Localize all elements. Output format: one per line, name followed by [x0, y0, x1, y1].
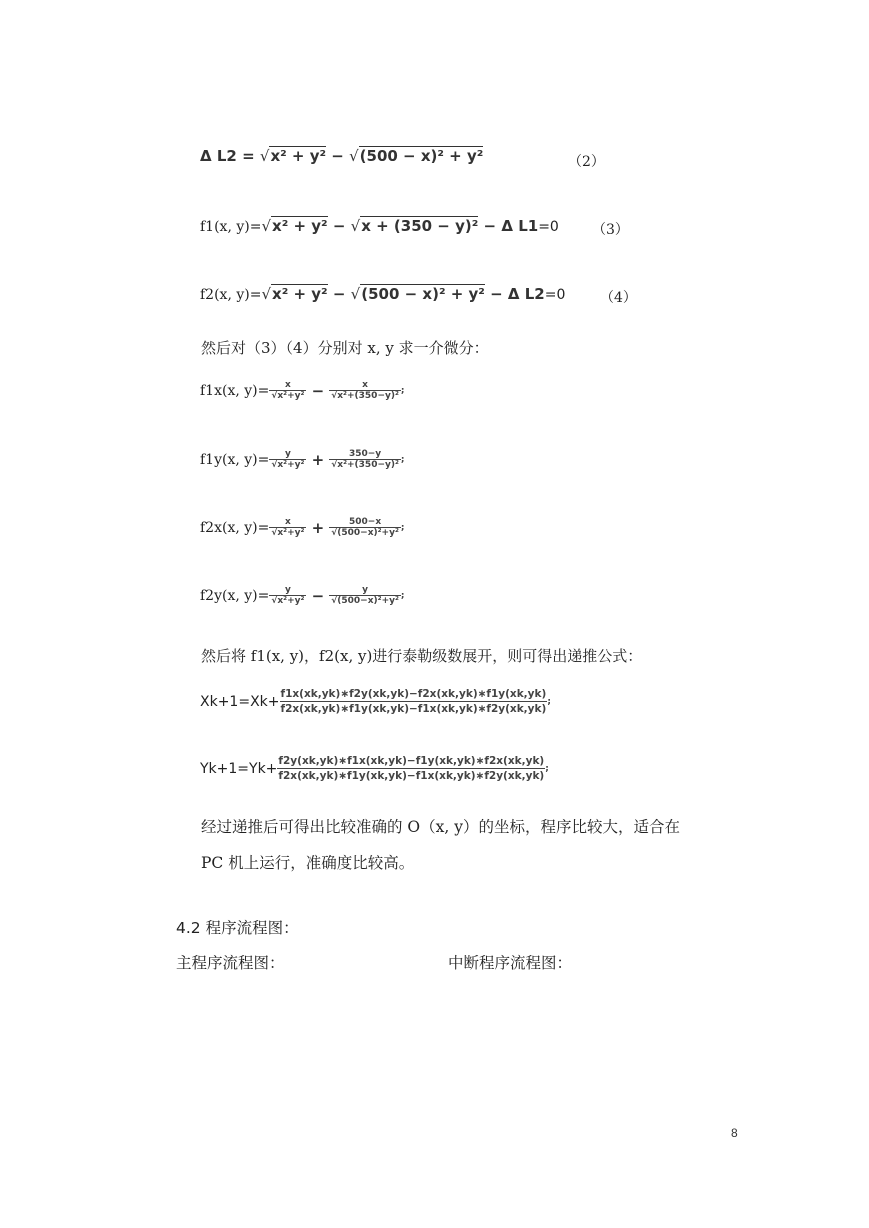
d4-lhs: f2y(x, y)=	[200, 587, 270, 604]
d3-num-2: 500−x	[349, 517, 382, 527]
eq4-radicand-2: (500 − x)² + y²	[361, 285, 485, 303]
derivative-f1x	[200, 380, 405, 401]
eq2-number: （2）	[568, 154, 605, 170]
yk-lhs: Yk+1=Yk+	[200, 760, 278, 777]
d1-operator: −	[311, 381, 325, 400]
d2-num-2: 350−y	[348, 449, 382, 459]
yk-fraction	[277, 755, 545, 782]
d3-frac-1: $\frac{x}{\text{√x²+y²}}$	[271, 517, 305, 538]
derivative-f1y	[200, 449, 405, 470]
eq2-operator: −	[331, 147, 344, 165]
eq3-radicand-1: x² + y²	[272, 217, 328, 235]
recursion-y	[200, 755, 549, 782]
eq4-radicand-1: x² + y²	[272, 285, 328, 303]
equation-4	[200, 284, 565, 303]
d2-frac-1: $\frac{y}{\text{√x²+y²}}$	[271, 449, 305, 470]
d2-frac-2: $\frac{350-y}{\text{√x²+(350−y)²}}$	[331, 449, 399, 470]
eq2-radicand-1: x² + y²	[270, 147, 327, 165]
eq2-radicand-2: (500 − x)² + y²	[359, 147, 484, 165]
d3-operator: +	[311, 518, 325, 537]
recursion-x	[200, 688, 551, 715]
xk-numerator: f1x(xk,yk)∗f2y(xk,yk)−f2x(xk,yk)∗f1y(xk,yk)	[280, 688, 547, 700]
d1-frac-2: $\frac{x}{\text{√x²+(350−y)²}}$	[331, 380, 399, 401]
xk-semicolon: ;	[547, 696, 551, 707]
eq2-equals: =	[242, 147, 255, 165]
eq3-lhs: f1(x, y)=	[200, 219, 262, 235]
d2-den-1: x²+y²	[277, 460, 305, 470]
eq3-radicand-2: x + (350 − y)²	[361, 217, 479, 235]
d4-operator: −	[311, 586, 325, 605]
eq4-value: =0	[544, 287, 566, 303]
eq4-lhs: f2(x, y)=	[200, 287, 262, 303]
eq4-tail-operator: −	[490, 285, 503, 303]
sqrt-sign: √	[349, 147, 359, 165]
d4-num-1: y	[284, 585, 291, 595]
xk-fraction	[280, 688, 548, 715]
yk-semicolon: ;	[545, 763, 549, 774]
d2-lhs: f1y(x, y)=	[200, 451, 270, 468]
interrupt-flowchart-label: 中断程序流程图：	[448, 954, 573, 972]
d4-num-2: y	[362, 585, 369, 595]
xk-lhs: Xk+1=Xk+	[200, 693, 280, 710]
eq2-lhs: Δ L2	[200, 147, 237, 165]
paragraph-conclusion-line-1: 经过递推后可得出比较准确的 O（x, y）的坐标，程序比较大，适合在	[201, 818, 680, 836]
sqrt-sign: √	[350, 217, 361, 235]
d1-semicolon: ;	[400, 385, 405, 396]
d4-frac-1: $\frac{y}{\text{√x²+y²}}$	[271, 585, 305, 606]
d3-frac-2: $\frac{500-x}{\text{√(500−x)²+y²}}$	[331, 517, 399, 538]
d3-semicolon: ;	[400, 522, 405, 533]
sqrt-sign: √	[350, 285, 361, 303]
d1-num-2: x	[362, 380, 368, 390]
page-number: 8	[731, 1126, 738, 1140]
derivative-f2x	[200, 517, 405, 538]
d4-den-1: x²+y²	[277, 596, 305, 606]
yk-denominator: f2x(xk,yk)∗f1y(xk,yk)−f1x(xk,yk)∗f2y(xk,yk)	[278, 770, 545, 782]
xk-denominator: f2x(xk,yk)∗f1y(xk,yk)−f1x(xk,yk)∗f2y(xk,yk)	[280, 703, 547, 715]
d3-num-1: x	[285, 517, 291, 527]
d1-lhs: f1x(x, y)=	[200, 382, 270, 399]
eq4-operator: −	[332, 285, 346, 303]
paragraph-taylor: 然后将 f1(x, y)，f2(x, y)进行泰勒级数展开，则可得出递推公式：	[201, 647, 643, 665]
paragraph-conclusion-line-2: PC 机上运行，准确度比较高。	[201, 854, 415, 872]
d3-lhs: f2x(x, y)=	[200, 519, 270, 536]
derivative-f2y	[200, 585, 405, 606]
d4-frac-2: $\frac{y}{\text{√(500−x)²+y²}}$	[331, 585, 399, 606]
sqrt-sign: √	[261, 217, 272, 235]
d4-den-2: (500−x)²+y²	[337, 596, 399, 606]
equation-2	[200, 146, 483, 165]
paragraph-derivative-intro: 然后对（3）（4）分别对 x, y 求一介微分：	[201, 339, 489, 357]
d1-num-1: x	[285, 380, 291, 390]
eq3-delta-l1: Δ L1	[501, 217, 539, 235]
d1-den-2: x²+(350−y)²	[337, 391, 399, 401]
d1-den-1: x²+y²	[277, 391, 305, 401]
d2-operator: +	[311, 450, 325, 469]
equation-3	[200, 216, 559, 235]
d3-den-1: x²+y²	[277, 528, 305, 538]
main-flowchart-label: 主程序流程图：	[176, 954, 285, 972]
d2-den-2: x²+(350−y)²	[337, 460, 399, 470]
d1-frac-1: $\frac{x}{\text{√x²+y²}}$	[271, 380, 305, 401]
d4-semicolon: ;	[400, 590, 405, 601]
d3-den-2: (500−x)²+y²	[337, 528, 399, 538]
sqrt-sign: √	[259, 147, 270, 165]
section-heading: 4.2 程序流程图：	[176, 919, 299, 937]
yk-numerator: f2y(xk,yk)∗f1x(xk,yk)−f1y(xk,yk)∗f2x(xk,yk)	[278, 755, 545, 767]
d2-num-1: y	[284, 449, 291, 459]
eq4-delta-l2: Δ L2	[507, 285, 545, 303]
eq4-number: （4）	[600, 290, 637, 306]
eq3-value: =0	[538, 219, 559, 235]
eq3-operator: −	[332, 217, 346, 235]
eq3-tail-operator: −	[483, 217, 497, 235]
sqrt-sign: √	[261, 285, 272, 303]
eq3-number: （3）	[592, 222, 629, 238]
d2-semicolon: ;	[400, 454, 405, 465]
